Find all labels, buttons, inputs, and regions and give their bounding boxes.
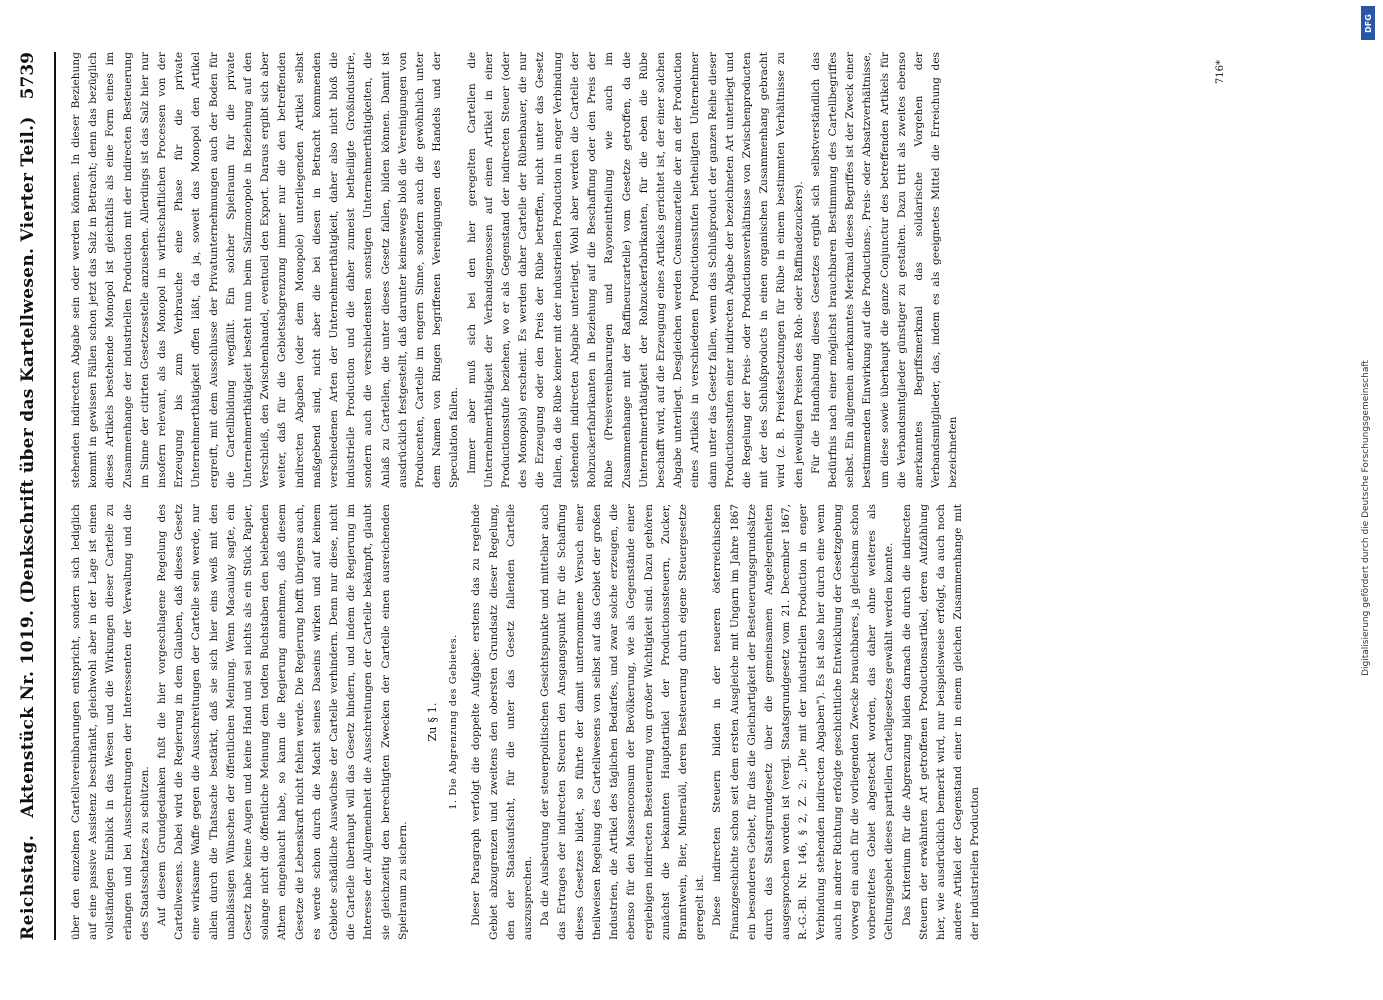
paragraph: Immer aber muß sich bei den hier geregelten Cartellen die Unternehmerthätigkeit der Verbandsgenossen auf einen Artikel in einer Productionsstufe beziehen, wo er als Gegenstand der indirecten Steuer (oder des Monopols) erscheint. Es werden daher Cartelle der Rübenbauer, die nur die Erzeugung oder den Preis der Rübe betreffen, nicht unter das Gesetz fallen, da die Rübe keiner mit der industriellen Production in enger Verbindung stehenden indirecten Abgabe unterliegt. Wohl aber werden die Cartelle der Rohzuckerfabrikanten in Beziehung auf die Beschaffung oder den Preis der Rübe (Preisvereinbarungen und Rayoneintheilung wie auch im Zusammenhange mit der Raffineurcartelle) vom Gesetze getroffen, da die Unternehmerthätigkeit der Rohzuckerfabrikanten, für die eben die Rübe beschafft wird, auf die Erzeugung eines Artikels gerichtet ist, der einer solchen Abgabe unterliegt. Desgleichen werden Consumcartelle der an der Production eines Artikels in verschiedenen Productionsstufen betheiligten Unternehmer dann unter das Gesetz fallen, wenn das Schlußproduct der ganzen Reihe dieser Productionsstufen einer indirecten Abgabe der bezeichneten Art unterliegt und die Regelung der Preis- oder Productionsverhältnisse von Zwischenproducten mit der des Schlußproducts in einen organischen Zusammenhang gebracht wird (z. B. Preisfestsetzungen für Rübe in einem bestimmten Verhältnisse zu den jeweiligen Preisen des Roh- oder Raffinadezuckers). (465, 52, 805, 488)
digitization-text: Digitalisierung gefördert durch die Deutsche Forschungsgemeinschaft (1361, 360, 1371, 676)
page-header (18, 52, 56, 940)
paragraph: Da die Ausbeutung der steuerpolitischen Gesichtspunkte und mittelbar auch das Ertrages der indirecten Steuern den Ansgangspunkt für die Schaffung dieses Gesetzes bildet, so führte der damit unternommene Versuch einer theilweisen Regelung des Cartellwesens von selbst auf das Gebiet der großen Industrien, die Artikel des täglichen Bedarfes, und zwar solche erzeugen, die ebenso für den Massenconsum der Bevölkerung, wie als Gegenstände einer ergiebigen indirecten Besteuerung von großer Wichtigkeit sind. Dazu gehören zunächst die bekannten Hauptartikel der Productionssteuern, Zucker, Branntwein, Bier, Mineralöl, deren Besteuerung durch eigene Steuergesetze geregelt ist. (539, 504, 707, 940)
column-left (68, 504, 1248, 940)
paragraph: Das Kriterium für die Abgrenzung bilden darnach die durch die indirecten Steuern der erwähnten Art getroffenen Productionsartikel, deren Aufzählung hier, wie ausdrücklich bemerkt wird, nur beispielsweise erfolgt, da auch noch andere Artikel der Gegenstand einer in einem gleichen Zusammenhange mit der industriellen Production (900, 504, 982, 940)
logo-text: DFG (1363, 13, 1373, 33)
paragraph: Dieser Paragraph verfolgt die doppelte Aufgabe: erstens das zu regelnde Gebiet abzugrenzen und zweitens den obersten Grundsatz dieser Regelung, den der Staatsaufsicht, für die unter das Gesetz fallenden Cartelle auszusprechen. (470, 504, 535, 940)
paragraph: über den einzelnen Cartellvereinbarungen entspricht, sondern sich lediglich auf eine passive Assistenz beschränkt, gleichwohl aber in der Lage ist einen vollständigen Einblick in das Wesen und die Wirkungen dieser Cartelle zu erlangen und bei Ausschreitungen der Interessenten der Verwaltung und die des Staatsschatzes zu schützen. (70, 504, 151, 940)
paragraph: Für die Handhabung dieses Gesetzes ergibt sich selbstverständlich das Bedürfnis nach einer möglichst brauchbaren Bestimmung des Cartellbegriffes selbst. Ein allgemein anerkanntes Merkmal dieses Begriffes ist der Zweck einer bestimmenden Einwirkung auf die Productions-, Preis- oder Absatzverhältnisse, um diese sowie überhaupt die ganze Conjunctur des betreffenden Artikels für die Verbandsmitglieder günstiger zu gestalten. Dazu tritt als zweites ebenso anerkanntes Begriffsmerkmal das solidarische Vorgehen der Verbandsmitglieder, das, indem es als geeignetes Mittel die Erreichung des bezeichneten (809, 52, 960, 488)
header-left: Reichstag. (18, 834, 38, 940)
column-right (68, 52, 1248, 488)
paragraph: Diese indirecten Steuern bilden in der neueren österreichischen Finanzgeschichte schon seit dem ersten Ausgleiche mit Ungarn im Jahre 1867 ein besonderes Gebiet, für das die Gleichartigkeit der Besteuerungsgrundsätze durch das Staatsgrundgesetz über die gemeinsamen Angelegenheiten ausgesprochen worden ist (vergl. Staatsgrundgesetz vom 21. December 1867, R.-G.-Bl. Nr. 146, § 2, Z. 2: „Die mit der industriellen Production in enger Verbindung stehenden indirecten Abgaben"). Es ist also hier durch eine wenn auch in andrer Richtung erfolgte geschichtliche Entwicklung der Gesetzgebung vorweg ein auch für die vorliegenden Zwecke brauchbares, ja gleichsam schon vorbereitetes Gebiet abgesteckt worden, das daher ohne weiteres als Geltungsgebiet dieses partiellen Cartellgesetzes gewählt werden konnte. (711, 504, 896, 940)
section-subtitle: 1. Die Abgrenzung des Gebietes. (448, 634, 460, 810)
digitization-note (1357, 48, 1375, 988)
dfg-logo-icon (1361, 6, 1375, 40)
header-title: Aktenstück Nr. 1019. (Denkschrift über das Kartellwesen. Vierter Teil.) (18, 116, 38, 818)
page-number: 5739 (18, 52, 38, 100)
paragraph: Auf diesem Grundgedanken fußt die hier vorgeschlagene Regelung des Cartellwesens. Dabei wird die Regierung in dem Glauben, daß dieses Gesetz eine wirksame Waffe gegen die Ausschreitungen der Cartelle sein werde, nur allein durch die Thatsache bestärkt, daß sie sich hier eins weiß mit den unablässigen Wünschen der öffentlichen Meinung. Wenn Macaulay sagte, ein Gesetz habe keine Augen und keine Hand und sei nichts als ein Stück Papier, solange nicht die öffentliche Meinung dem todten Buchstaben den belebenden Athem eingehaucht habe, so kann die Regierung annehmen, daß diesem Gesetze die Lebenskraft nicht fehlen werde. Die Regierung hofft übrigens auch, es werde schon durch die Macht seines Daseins wirken und auf keinem Gebiete schädliche Auswüchse der Cartelle verhindern. Denn nur diese, nicht die Cartelle überhaupt will das Gesetz hindern, und indem die Regierung im Interesse der Allgemeinheit die Ausschreitungen der Cartelle bekämpft, glaubt sie gleichzeitig den berechtigten Zwecken der Cartelle einen ausreichenden Spielraum zu sichern. (156, 504, 409, 940)
signature-mark: 716* (1215, 60, 1226, 85)
text-columns (68, 52, 1248, 940)
section-title: Zu § 1. (426, 702, 440, 742)
paragraph: stehenden indirecten Abgabe sein oder werden können. In dieser Beziehung kommt in gewissen Fällen schon jetzt das Salz in Betracht; denn das bezüglich dieses Artikels bestehende Monopol ist gleichfalls als eine Form eines im Zusammenhange der industriellen Production mit der indirecten Besteuerung im Sinne der citirten Gesetzesstelle anzusehen. Allerdings ist das Salz hier nur insofern relevant, als das Monopol in wirthschaftlichen Processen von der Erzeugung bis zum Verbrauche eine Phase für die private Unternehmerthätigkeit offen läßt, da ja, soweit das Monopol den Artikel ergreift, mit dem Ausschlusse der Privatunternehmungen auch der Boden für die Cartellbildung wegfällt. Ein solcher Spielraum für die private Unternehmerthätigkeit besteht nun beim Salzmonopole in Beziehung auf den Verschleiß, den Zwischenhandel, eventuell den Export. Daraus ergibt sich aber weiter, daß für die Gebietsabgrenzung immer nur die den betreffenden indirecten Abgaben (oder dem Monopole) unterliegenden Artikel selbst maßgebend sind, nicht aber die bei diesen in Betracht kommenden verschiedenen Arten der Unternehmerthätigkeit, daher also nicht bloß die industrielle Production und die daher zumeist betheiligte Großindustrie, sondern auch die verschiedensten sonstigen Unternehmerthätigkeiten, die Anlaß zu Cartellen, die unter dieses Gesetz fallen, bilden können. Damit ist ausdrücklich festgestellt, daß darunter keineswegs bloß die Vereinigungen von Producenten, Cartelle im engern Sinne, sondern auch die gewöhnlich unter dem Namen von Ringen begriffenen Vereinigungen des Handels und der Speculation fallen. (70, 52, 461, 488)
